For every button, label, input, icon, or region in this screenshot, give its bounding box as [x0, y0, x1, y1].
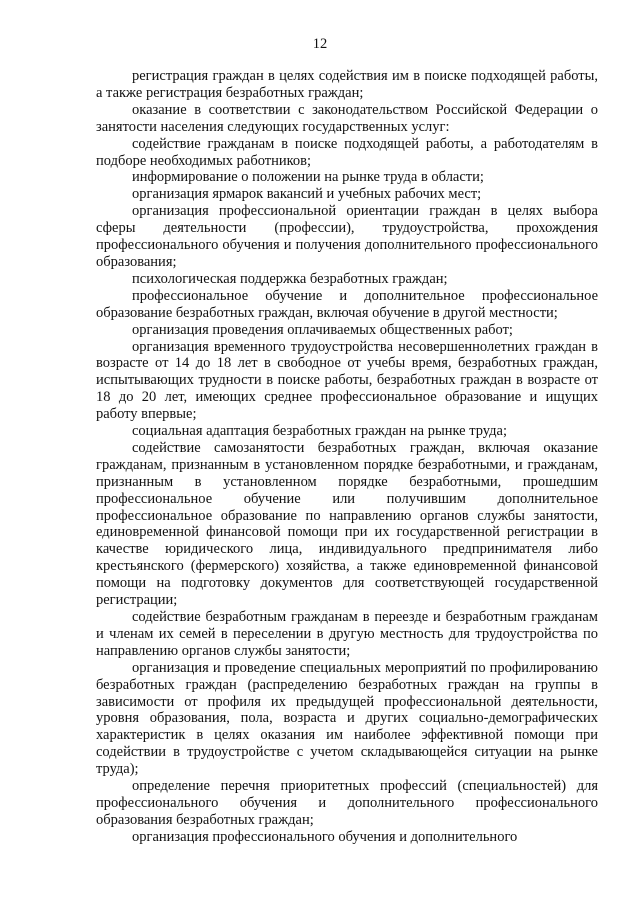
paragraph: содействие гражданам в поиске подходящей работы, а работодателям в подборе необходимых работников;: [96, 135, 598, 169]
paragraph: организация ярмарок вакансий и учебных рабочих мест;: [132, 186, 482, 203]
paragraph: психологическая поддержка безработных граждан;: [132, 270, 448, 287]
paragraph: организация профессиональной ориентации граждан в целях выбора сферы деятельности (профессии), трудоустройства, прохождения профессионального обучения и получения дополнительного профессионального образования;: [96, 203, 598, 270]
paragraph: организация проведения оплачиваемых общественных работ;: [132, 321, 513, 338]
paragraph: оказание в соответствии с законодательством Российской Федерации о занятости населения следующих государственных услуг:: [96, 101, 598, 135]
paragraph: информирование о положении на рынке труда в области;: [132, 169, 484, 186]
paragraph: содействие безработным гражданам в переезде и безработным гражданам и членам их семей в переселении в другую местность для трудоустройства по направлению органов службы занятости;: [96, 609, 598, 659]
page-number: 12: [312, 36, 328, 52]
paragraph: содействие самозанятости безработных граждан, включая оказание гражданам, признанным в установленном порядке безработными, и гражданам, признанным в установленном порядке безработными, прошедшим профессиональное обучение или получившим дополнительное профессиональное образование по направлению органов службы занятости, единовременной финансовой помощи при их государственной регистрации в качестве юридического лица, индивидуального предпринимателя либо крестьянского (фермерского) хозяйства, а также единовременной финансовой помощи на подготовку документов для соответствующей государственной регистрации;: [96, 439, 598, 609]
paragraph: социальная адаптация безработных граждан на рынке труда;: [132, 423, 507, 440]
paragraph: профессиональное обучение и дополнительное профессиональное образование безработных граждан, включая обучение в другой местности;: [96, 287, 598, 321]
document-body: [96, 68, 598, 846]
paragraph: определение перечня приоритетных профессий (специальностей) для профессионального обучения и дополнительного профессионального образования безработных граждан;: [96, 778, 598, 828]
paragraph: организация профессионального обучения и дополнительного: [132, 828, 518, 845]
paragraph: регистрация граждан в целях содействия им в поиске подходящей работы, а также регистрация безработных граждан;: [96, 68, 598, 101]
paragraph: организация и проведение специальных мероприятий по профилированию безработных граждан (распределению безработных граждан на группы в зависимости от профиля их предыдущей профессиональной деятельности, уровня образования, пола, возраста и других социально-демографических характеристик в целях оказания им наиболее эффективной помощи при содействии в трудоустройстве с учетом складывающейся ситуации на рынке труда);: [96, 659, 598, 778]
paragraph: организация временного трудоустройства несовершеннолетних граждан в возрасте от 14 до 18 лет в свободное от учебы время, безработных граждан, испытывающих трудности в поиске работы, безработных граждан в возрасте от 18 до 20 лет, имеющих среднее профессиональное образование и ищущих работу впервые;: [96, 338, 598, 423]
